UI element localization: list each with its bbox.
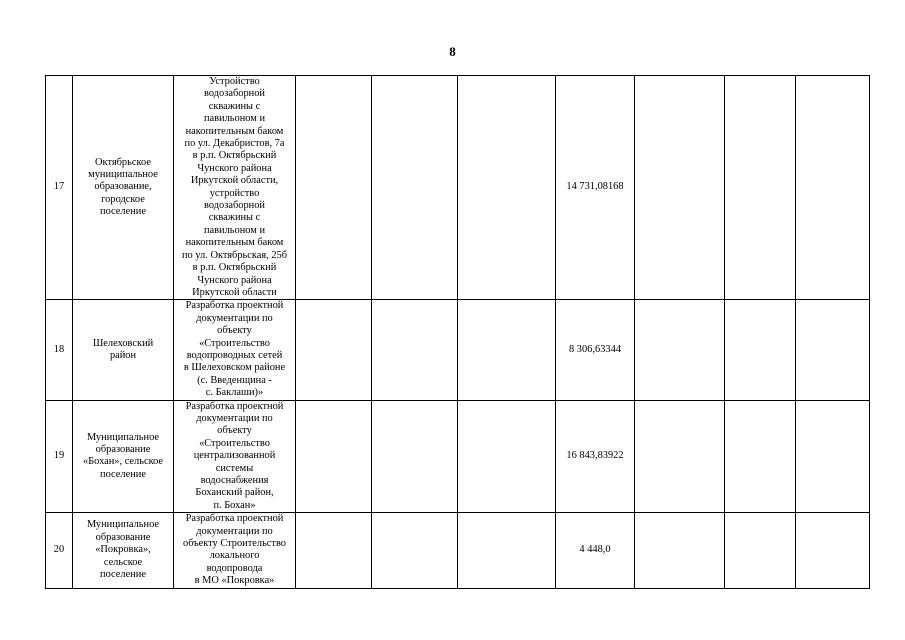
table-row: [46, 76, 870, 300]
amount-cell: 4 448,0: [556, 513, 635, 588]
empty-cell: [725, 76, 796, 300]
row-number-cell: 19: [46, 400, 73, 513]
municipality-cell: Муниципальное образование «Бохан», сельское поселение: [73, 400, 174, 513]
empty-cell: [725, 400, 796, 513]
empty-cell: [372, 400, 458, 513]
description-cell: Разработка проектной документации по объекту «Строительство водопроводных сетей в Шелеховском районе (с. Введенщина - с. Баклаши)»: [174, 300, 296, 400]
empty-cell: [796, 400, 870, 513]
empty-cell: [372, 76, 458, 300]
empty-cell: [296, 300, 372, 400]
table-row: [46, 300, 870, 400]
empty-cell: [458, 400, 556, 513]
amount-cell: 14 731,08168: [556, 76, 635, 300]
empty-cell: [635, 300, 725, 400]
municipality-cell: Октябрьское муниципальное образование, городское поселение: [73, 76, 174, 300]
empty-cell: [635, 400, 725, 513]
page-number: 8: [449, 44, 456, 59]
empty-cell: [296, 76, 372, 300]
data-table: [45, 75, 870, 589]
empty-cell: [458, 76, 556, 300]
empty-cell: [372, 513, 458, 588]
empty-cell: [296, 513, 372, 588]
empty-cell: [296, 400, 372, 513]
description-cell: Разработка проектной документации по объекту «Строительство централизованной системы водоснабжения Боханский район, п. Бохан»: [174, 400, 296, 513]
empty-cell: [796, 513, 870, 588]
row-number-cell: 17: [46, 76, 73, 300]
empty-cell: [635, 76, 725, 300]
description-cell: Разработка проектной документации по объекту Строительство локального водопровода в МО «Покровка»: [174, 513, 296, 588]
empty-cell: [725, 300, 796, 400]
municipality-cell: Шелеховский район: [73, 300, 174, 400]
empty-cell: [796, 76, 870, 300]
empty-cell: [796, 300, 870, 400]
row-number-cell: 20: [46, 513, 73, 588]
amount-cell: 8 306,63344: [556, 300, 635, 400]
empty-cell: [372, 300, 458, 400]
empty-cell: [458, 300, 556, 400]
amount-cell: 16 843,83922: [556, 400, 635, 513]
empty-cell: [635, 513, 725, 588]
description-cell: Устройство водозаборной скважины с павильоном и накопительным баком по ул. Декабристов, 7а в р.п. Октябрьский Чунского района Иркутской области, устройство водозаборной скважины с павильоном и накопительным баком по ул. Октябрьская, 25б в р.п. Октябрьский Чунского района Иркутской области: [174, 76, 296, 300]
municipality-cell: Муниципальное образование «Покровка», сельское поселение: [73, 513, 174, 588]
row-number-cell: 18: [46, 300, 73, 400]
table-row: [46, 400, 870, 513]
table-row: [46, 513, 870, 588]
empty-cell: [725, 513, 796, 588]
empty-cell: [458, 513, 556, 588]
